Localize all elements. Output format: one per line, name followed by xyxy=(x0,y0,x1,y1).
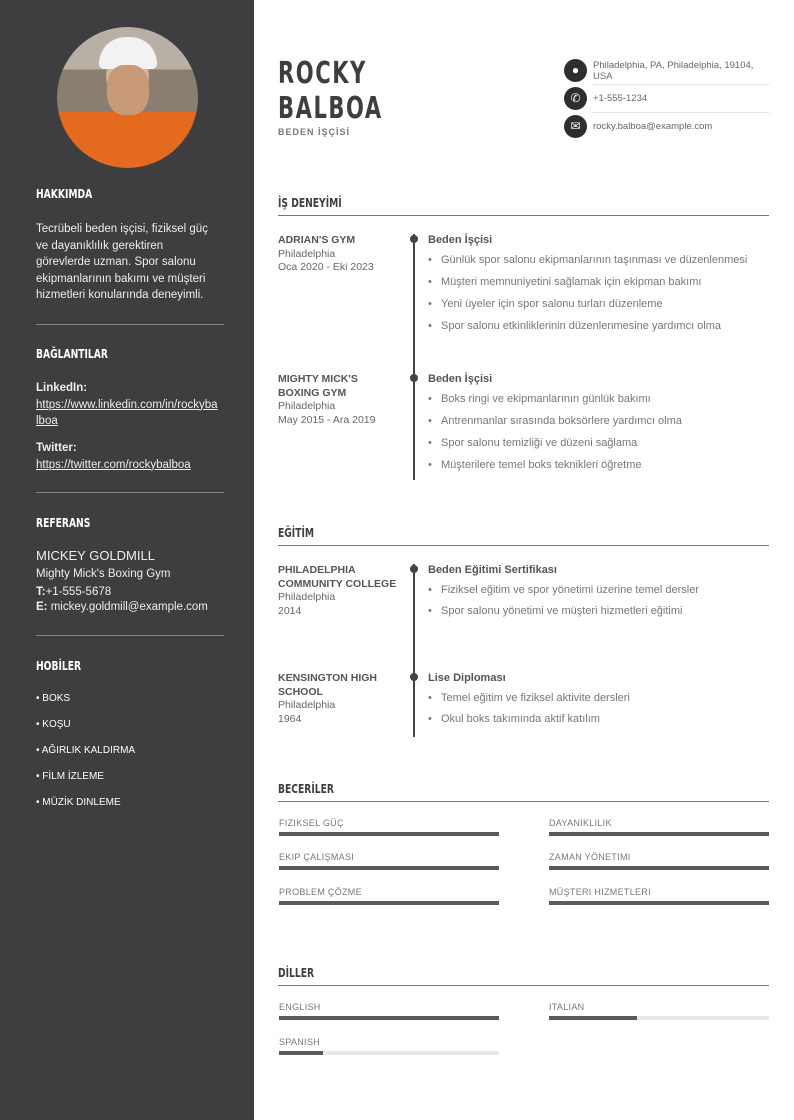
level-bar xyxy=(279,832,499,836)
timeline-line xyxy=(413,564,415,737)
phone-icon: ✆ xyxy=(564,87,587,110)
hobby-item: • MÜZİK DINLEME xyxy=(36,797,121,808)
entry-bullet: • Günlük spor salonu ekipmanlarının taşınması ve düzenlenmesi xyxy=(428,254,773,266)
language-item xyxy=(549,1002,769,1020)
about-heading: HAKKIMDA xyxy=(36,187,93,201)
entry-bullet: • Temel eğitim ve fiziksel aktivite dersleri xyxy=(428,692,773,704)
phone-label: T: xyxy=(36,586,46,598)
entry-details xyxy=(428,564,773,626)
level-fill xyxy=(549,901,769,905)
entry-organization: KENSINGTON HIGH SCHOOL Philadelphia 1964 xyxy=(278,672,377,725)
item-label: MÜŞTERI HIZMETLERI xyxy=(549,887,651,897)
sidebar xyxy=(0,0,254,1120)
item-label: ZAMAN YÖNETIMI xyxy=(549,852,631,862)
entry-organization: PHILADELPHIA COMMUNITY COLLEGE Philadelphia 2014 xyxy=(278,564,397,617)
entry-organization: MIGHTY MICK'S BOXING GYM Philadelphia May 2015 - Ara 2019 xyxy=(278,373,376,426)
location-icon: ● xyxy=(564,59,587,82)
divider xyxy=(36,324,224,325)
entry-bullet: • Spor salonu etkinliklerinin düzenlenmesine yardımcı olma xyxy=(428,320,773,332)
level-fill xyxy=(549,866,769,870)
level-bar xyxy=(549,832,769,836)
level-fill xyxy=(549,1016,637,1020)
entry-bullet: • Spor salonu temizliği ve düzeni sağlama xyxy=(428,437,773,449)
entry-position: Lise Diploması xyxy=(428,672,506,684)
item-label: FIZIKSEL GÜÇ xyxy=(279,818,344,828)
level-fill xyxy=(549,832,769,836)
entry-position: Beden Eğitimi Sertifikası xyxy=(428,564,557,576)
hobby-item: • KOŞU xyxy=(36,719,71,730)
skill-item xyxy=(279,818,499,836)
level-fill xyxy=(279,1051,323,1055)
link-label: Twitter: xyxy=(36,442,77,454)
links-heading: BAĞLANTILAR xyxy=(36,347,108,361)
languages-heading: DİLLER xyxy=(278,966,769,986)
reference-name: MICKEY GOLDMILL xyxy=(36,548,155,563)
item-label: ITALIAN xyxy=(549,1002,585,1012)
level-bar xyxy=(279,1051,499,1055)
entry-bullet: • Müşterilere temel boks teknikleri öğretme xyxy=(428,459,773,471)
level-bar xyxy=(549,901,769,905)
divider xyxy=(36,492,224,493)
education-heading: EĞİTİM xyxy=(278,526,769,546)
email-icon: ✉ xyxy=(564,115,587,138)
linkedin-link[interactable]: https://www.linkedin.com/in/rockybalboa xyxy=(36,398,218,427)
reference-company: Mighty Mick's Boxing Gym xyxy=(36,568,171,580)
entry-details xyxy=(428,672,773,734)
item-label: PROBLEM ÇÖZME xyxy=(279,887,362,897)
entry-bullet: • Boks ringi ve ekipmanlarının günlük bakımı xyxy=(428,393,773,405)
level-bar xyxy=(279,901,499,905)
entry-bullet: • Spor salonu yönetimi ve müşteri hizmetleri eğitimi xyxy=(428,605,773,617)
skill-item xyxy=(549,852,769,870)
reference-heading: REFERANS xyxy=(36,516,91,530)
hobby-item: • FİLM İZLEME xyxy=(36,771,104,782)
entry-bullet: • Antrenmanlar sırasında boksörlere yardımcı olma xyxy=(428,415,773,427)
level-bar xyxy=(279,866,499,870)
language-item xyxy=(279,1037,499,1055)
item-label: SPANISH xyxy=(279,1037,320,1047)
level-fill xyxy=(279,1016,499,1020)
entry-position: Beden İşçisi xyxy=(428,373,493,385)
experience-heading: İŞ DENEYİMİ xyxy=(278,196,769,216)
timeline-dot xyxy=(410,374,418,382)
entry-details xyxy=(428,373,773,481)
reference-email: mickey.goldmill@example.com xyxy=(50,601,208,613)
hobby-item: • BOKS xyxy=(36,693,71,704)
email-label: E: xyxy=(36,601,48,613)
skill-item xyxy=(279,852,499,870)
twitter-link[interactable]: https://twitter.com/rockybalboa xyxy=(36,458,191,471)
entry-details xyxy=(428,234,773,342)
language-item xyxy=(279,1002,499,1020)
level-fill xyxy=(279,832,499,836)
level-bar xyxy=(549,866,769,870)
item-label: ENGLISH xyxy=(279,1002,321,1012)
level-fill xyxy=(279,901,499,905)
about-text: Tecrübeli beden işçisi, fiziksel güç ve dayanıklılık gerektiren görevlerde uzman. Spor salonu ekipmanlarının bakımı ve müşteri hizmetleri konularında deneyimli. xyxy=(36,223,208,301)
entry-bullet: • Fiziksel eğitim ve spor yönetimi üzerine temel dersler xyxy=(428,584,773,596)
item-label: DAYANIKLILIK xyxy=(549,818,612,828)
timeline-dot xyxy=(410,235,418,243)
hobbies-heading: HOBİLER xyxy=(36,659,82,673)
timeline-line xyxy=(413,234,415,480)
entry-bullet: • Yeni üyeler için spor salonu turları düzenleme xyxy=(428,298,773,310)
reference-phone: +1-555-5678 xyxy=(45,586,112,598)
skills-heading: BECERİLER xyxy=(278,782,769,802)
entry-position: Beden İşçisi xyxy=(428,234,493,246)
skill-item xyxy=(549,818,769,836)
hobby-item: • AĞIRLIK KALDIRMA xyxy=(36,745,136,756)
entry-bullet: • Okul boks takımında aktif katılım xyxy=(428,713,773,725)
skill-item xyxy=(549,887,769,905)
level-fill xyxy=(279,866,499,870)
skill-item xyxy=(279,887,499,905)
link-label: LinkedIn: xyxy=(36,382,88,394)
item-label: EKIP ÇALIŞMASI xyxy=(279,852,355,862)
entry-bullet: • Müşteri memnuniyetini sağlamak için ekipman bakımı xyxy=(428,276,773,288)
entry-organization: ADRIAN'S GYM Philadelphia Oca 2020 - Eki 2023 xyxy=(278,234,374,273)
level-bar xyxy=(279,1016,499,1020)
divider xyxy=(36,635,224,636)
level-bar xyxy=(549,1016,769,1020)
full-name: ROCKY BALBOA xyxy=(278,56,383,126)
profile-photo xyxy=(57,27,198,168)
job-title: BEDEN İŞÇİSİ xyxy=(278,127,351,137)
